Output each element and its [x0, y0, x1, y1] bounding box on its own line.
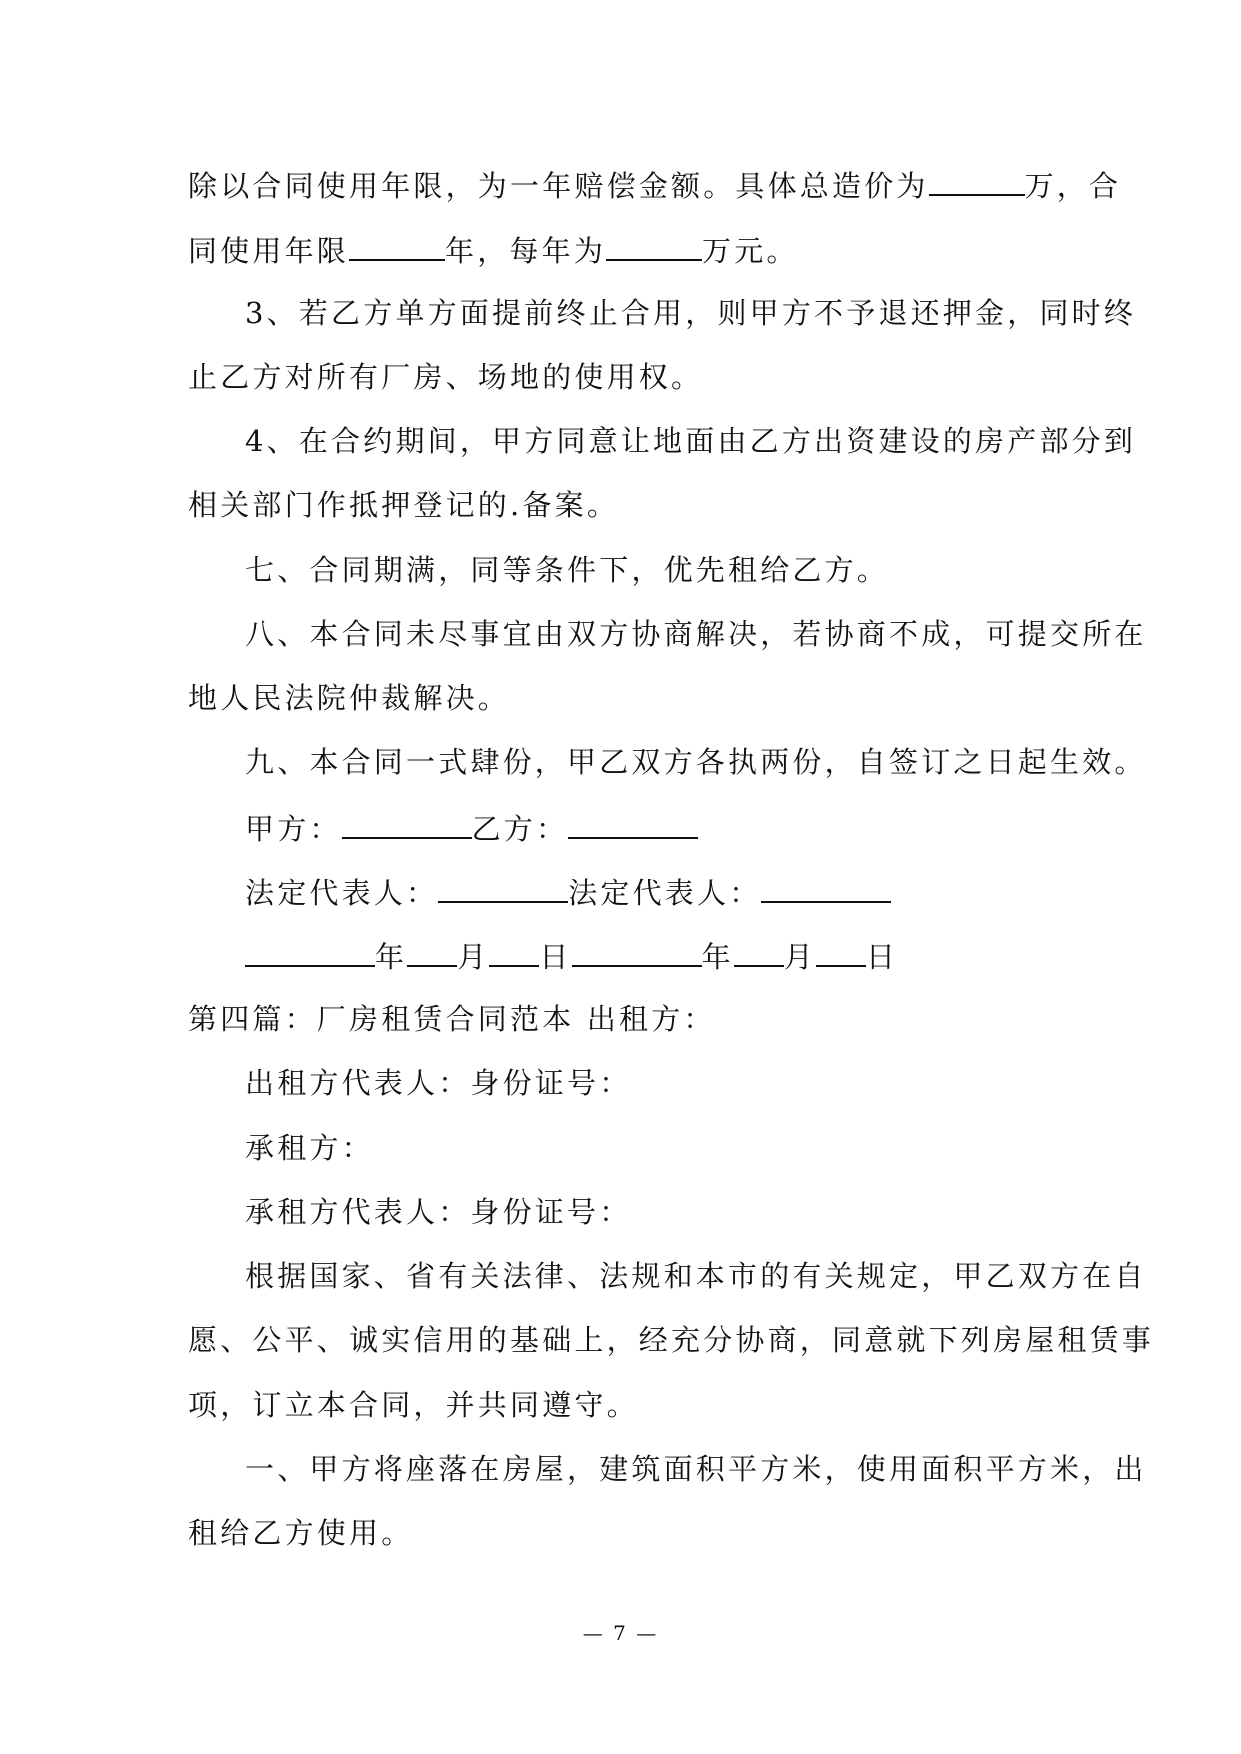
text-run: 年	[375, 940, 408, 974]
text-line	[188, 485, 1068, 525]
text-run: 万，合	[1024, 169, 1122, 203]
text-run: 承租方代表人：身份证号：	[245, 1195, 632, 1229]
text-run: 九、本合同一式肆份，甲乙双方各执两份，自签订之日起生效。	[245, 745, 1147, 779]
text-line	[188, 1320, 1155, 1360]
date-line	[245, 935, 1125, 975]
text-line	[245, 614, 1147, 654]
text-run: 甲方：	[245, 812, 342, 846]
signature-line	[245, 807, 1125, 847]
fill-in-blank	[761, 871, 891, 903]
text-line	[245, 1063, 1125, 1103]
section-heading	[188, 999, 1068, 1039]
text-run: 出租方代表人：身份证号：	[245, 1066, 632, 1100]
text-run: 项，订立本合同，并共同遵守。	[188, 1388, 639, 1422]
fill-in-blank	[438, 871, 568, 903]
fill-in-blank	[572, 935, 702, 967]
text-line	[245, 742, 1147, 782]
text-line	[245, 1192, 1125, 1232]
fill-in-blank	[816, 935, 866, 967]
text-line	[188, 357, 1068, 397]
text-line	[188, 164, 1122, 204]
text-run: 月	[783, 940, 817, 974]
text-line	[245, 421, 1137, 461]
text-run: 承租方：	[245, 1131, 374, 1165]
text-run: 第四篇：厂房租赁合同范本 出租方：	[188, 1002, 716, 1036]
signature-line	[245, 871, 1125, 911]
fill-in-blank	[568, 807, 698, 839]
text-run: 日	[866, 940, 899, 974]
text-run: 除以合同使用年限，为一年赔偿金额。具体总造价为	[188, 169, 929, 203]
text-run: 年	[701, 940, 734, 974]
text-line	[188, 678, 1068, 718]
text-run: 根据国家、省有关法律、法规和本市的有关规定，甲乙双方在自	[245, 1259, 1147, 1293]
text-run: 一、甲方将座落在房屋，建筑面积平方米，使用面积平方米，出	[245, 1452, 1147, 1486]
text-line	[188, 1513, 1068, 1553]
text-run: 4、在合约期间，甲方同意让地面由乙方出资建设的房产部分到	[245, 424, 1137, 458]
text-run: 日	[539, 940, 572, 974]
text-line	[245, 1449, 1147, 1489]
fill-in-blank	[245, 935, 375, 967]
text-run: 法定代表人：	[568, 876, 762, 910]
text-run: 同使用年限	[188, 234, 350, 268]
text-run: 法定代表人：	[245, 876, 439, 910]
fill-in-blank	[606, 229, 702, 261]
text-line	[245, 293, 1137, 333]
text-run: 八、本合同未尽事宜由双方协商解决，若协商不成，可提交所在	[245, 617, 1147, 651]
text-run: 年，每年为	[445, 234, 607, 268]
text-run: 七、合同期满，同等条件下，优先租给乙方。	[245, 553, 890, 587]
text-run: 相关部门作抵押登记的.备案。	[188, 488, 620, 522]
fill-in-blank	[349, 229, 445, 261]
text-line	[245, 1128, 1125, 1168]
page-number: — 7 —	[582, 1621, 659, 1645]
fill-in-blank	[489, 935, 539, 967]
fill-in-blank	[407, 935, 457, 967]
text-line	[245, 1256, 1147, 1296]
text-run: 月	[457, 940, 490, 974]
text-line	[188, 229, 1068, 269]
text-run: 3、若乙方单方面提前终止合用，则甲方不予退还押金，同时终	[245, 296, 1137, 330]
text-run: 万元。	[702, 234, 799, 268]
fill-in-blank	[929, 164, 1025, 196]
text-line	[188, 1385, 1068, 1425]
text-run: 租给乙方使用。	[188, 1516, 414, 1550]
fill-in-blank	[734, 935, 784, 967]
fill-in-blank	[342, 807, 472, 839]
text-run: 乙方：	[471, 812, 569, 846]
text-run: 愿、公平、诚实信用的基础上，经充分协商，同意就下列房屋租赁事	[188, 1323, 1155, 1357]
text-run: 地人民法院仲裁解决。	[188, 681, 511, 715]
text-run: 止乙方对所有厂房、场地的使用权。	[188, 360, 704, 394]
text-line	[245, 550, 1125, 590]
